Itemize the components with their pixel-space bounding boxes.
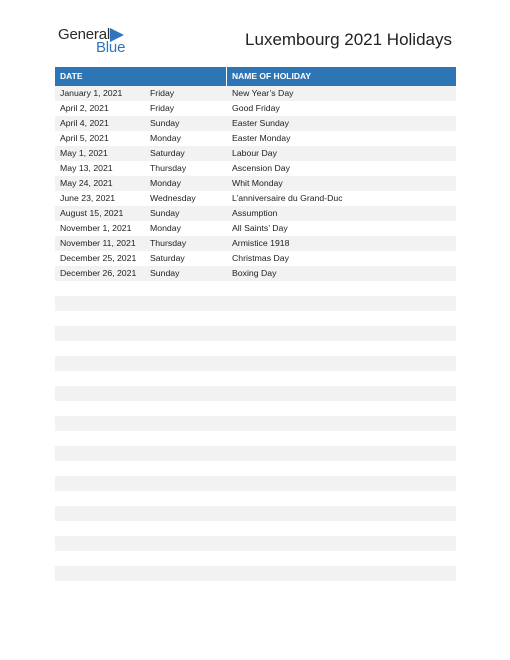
table-row	[55, 86, 456, 101]
cell-date: April 5, 2021	[60, 133, 109, 143]
empty-row	[55, 356, 456, 371]
empty-row	[55, 446, 456, 461]
cell-date: December 25, 2021	[60, 253, 137, 263]
cell-date: May 24, 2021	[60, 178, 113, 188]
cell-holiday-name: All Saints’ Day	[232, 223, 288, 233]
table-row	[55, 146, 456, 161]
holiday-table	[55, 67, 456, 281]
table-row	[55, 131, 456, 146]
cell-weekday: Thursday	[150, 163, 187, 173]
empty-row	[55, 326, 456, 341]
cell-date: November 1, 2021	[60, 223, 132, 233]
table-row	[55, 101, 456, 116]
table-row	[55, 191, 456, 206]
cell-date: August 15, 2021	[60, 208, 124, 218]
empty-row	[55, 566, 456, 581]
table-body	[55, 86, 456, 281]
table-row	[55, 116, 456, 131]
cell-weekday: Sunday	[150, 208, 180, 218]
table-row	[55, 161, 456, 176]
cell-weekday: Sunday	[150, 268, 180, 278]
cell-holiday-name: New Year’s Day	[232, 88, 294, 98]
cell-holiday-name: Labour Day	[232, 148, 277, 158]
cell-holiday-name: Assumption	[232, 208, 278, 218]
cell-holiday-name: Easter Sunday	[232, 118, 289, 128]
table-row	[55, 251, 456, 266]
generalblue-logo	[58, 26, 138, 58]
cell-weekday: Friday	[150, 103, 175, 113]
cell-weekday: Saturday	[150, 253, 185, 263]
logo-text-general: General	[58, 26, 110, 43]
logo-text-blue: Blue	[96, 39, 126, 56]
cell-date: April 4, 2021	[60, 118, 109, 128]
cell-date: April 2, 2021	[60, 103, 109, 113]
empty-rows	[55, 296, 456, 596]
cell-holiday-name: Ascension Day	[232, 163, 290, 173]
table-header	[55, 67, 456, 86]
cell-date: June 23, 2021	[60, 193, 116, 203]
cell-holiday-name: Easter Monday	[232, 133, 291, 143]
cell-holiday-name: Good Friday	[232, 103, 280, 113]
cell-weekday: Saturday	[150, 148, 185, 158]
cell-weekday: Monday	[150, 223, 181, 233]
cell-weekday: Thursday	[150, 238, 187, 248]
cell-weekday: Monday	[150, 133, 181, 143]
cell-holiday-name: L’anniversaire du Grand-Duc	[232, 193, 343, 203]
cell-weekday: Monday	[150, 178, 181, 188]
table-row	[55, 176, 456, 191]
cell-date: January 1, 2021	[60, 88, 123, 98]
cell-holiday-name: Armistice 1918	[232, 238, 290, 248]
cell-weekday: Sunday	[150, 118, 180, 128]
cell-holiday-name: Christmas Day	[232, 253, 289, 263]
cell-holiday-name: Boxing Day	[232, 268, 277, 278]
table-row	[55, 266, 456, 281]
cell-weekday: Wednesday	[150, 193, 196, 203]
header-date: DATE	[55, 67, 227, 86]
empty-row	[55, 386, 456, 401]
table-row	[55, 221, 456, 236]
cell-date: May 13, 2021	[60, 163, 113, 173]
cell-holiday-name: Whit Monday	[232, 178, 283, 188]
empty-row	[55, 476, 456, 491]
empty-row	[55, 536, 456, 551]
cell-date: November 11, 2021	[60, 238, 136, 248]
header-holiday-name: NAME OF HOLIDAY	[232, 71, 312, 81]
empty-row	[55, 296, 456, 311]
empty-row	[55, 416, 456, 431]
page-title: Luxembourg 2021 Holidays	[245, 30, 452, 49]
table-row	[55, 236, 456, 251]
cell-date: December 26, 2021	[60, 268, 137, 278]
cell-weekday: Friday	[150, 88, 175, 98]
cell-date: May 1, 2021	[60, 148, 108, 158]
empty-row	[55, 506, 456, 521]
table-row	[55, 206, 456, 221]
